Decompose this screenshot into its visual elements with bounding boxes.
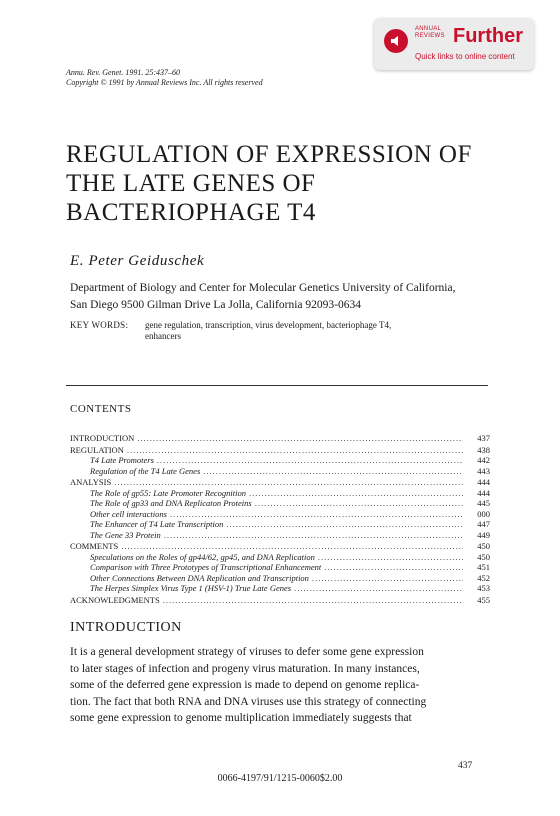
- toc-entry[interactable]: [70, 562, 490, 573]
- body-paragraph: [70, 644, 492, 727]
- toc-entry[interactable]: [70, 595, 490, 606]
- affiliation: [70, 280, 500, 314]
- divider: [66, 385, 488, 386]
- toc-entry-page: 451: [477, 562, 490, 572]
- body-line: It is a general development strategy of viruses to defer some gene expression: [70, 646, 424, 658]
- toc-entry-title: Other Connections Between DNA Replication and Transcription: [90, 572, 309, 583]
- toc-entry-page: 450: [477, 541, 490, 551]
- page-number: 437: [458, 761, 473, 771]
- body-line: to later stages of infection and progeny virus maturation. In many instances,: [70, 662, 420, 675]
- toc-leader-dots: [312, 573, 463, 584]
- toc-entry[interactable]: [70, 552, 490, 563]
- toc-entry-page: 445: [477, 498, 490, 508]
- toc-entry-page: 452: [477, 572, 490, 583]
- table-of-contents: [70, 433, 490, 605]
- title-line: THE LATE GENES OF: [66, 170, 316, 197]
- toc-leader-dots: [226, 519, 463, 530]
- toc-leader-dots: [163, 595, 463, 606]
- brand-line-1: ANNUAL: [415, 26, 442, 32]
- toc-entry-title: The Enhancer of T4 Late Transcription: [90, 519, 224, 529]
- author-name: E. Peter Geiduschek: [70, 253, 205, 269]
- toc-leader-dots: [127, 445, 463, 456]
- toc-entry-page: 450: [477, 551, 490, 562]
- toc-entry-title: REGULATION: [70, 444, 124, 455]
- toc-leader-dots: [137, 433, 463, 444]
- affiliation-line: Department of Biology and Center for Molecular Genetics University of California,: [70, 282, 456, 294]
- toc-entry-title: Speculations on the Roles of gp44/62, gp45, and DNA Replication: [90, 551, 315, 562]
- toc-leader-dots: [114, 477, 463, 488]
- toc-entry[interactable]: [70, 519, 490, 530]
- toc-entry-title: Comparison with Three Prototypes of Transcriptional Enhancement: [90, 562, 322, 572]
- citation-block: [66, 68, 263, 88]
- toc-entry-title: The Herpes Simplex Virus Type 1 (HSV-1) True Late Genes: [90, 583, 292, 593]
- toc-leader-dots: [157, 455, 463, 466]
- section-heading: INTRODUCTION: [70, 620, 182, 635]
- toc-leader-dots: [164, 530, 463, 541]
- contents-heading: CONTENTS: [70, 403, 132, 415]
- toc-leader-dots: [318, 552, 463, 563]
- further-banner[interactable]: [374, 18, 534, 70]
- toc-entry[interactable]: [70, 488, 490, 499]
- toc-entry-title: COMMENTS: [70, 541, 119, 551]
- toc-entry[interactable]: [70, 541, 490, 552]
- further-wordmark: Further: [453, 25, 523, 47]
- toc-entry-page: 000: [477, 508, 490, 519]
- toc-entry-page: 453: [477, 583, 490, 593]
- toc-entry-title: The Role of gp33 and DNA Replicaton Proteins: [90, 498, 252, 508]
- annual-reviews-wordmark: [415, 26, 445, 40]
- toc-entry-title: ANALYSIS: [70, 477, 112, 487]
- body-line: tion. The fact that both RNA and DNA viruses use this strategy of connecting: [70, 695, 427, 708]
- body-line: some of the deferred gene expression is made to depend on genome replica-: [70, 679, 420, 691]
- toc-entry[interactable]: [70, 509, 490, 520]
- toc-entry-page: 444: [477, 477, 490, 487]
- toc-entry-title: Other cell interactions: [90, 508, 167, 519]
- toc-entry[interactable]: [70, 573, 490, 584]
- copyright: Copyright © 1991 by Annual Reviews Inc. All rights reserved: [66, 78, 263, 87]
- toc-leader-dots: [324, 562, 463, 573]
- brand-line-2: REVIEWS: [415, 33, 445, 39]
- toc-leader-dots: [249, 488, 463, 499]
- toc-entry-page: 444: [477, 487, 490, 498]
- keywords-line: enhancers: [145, 331, 181, 341]
- toc-entry-page: 449: [477, 529, 490, 540]
- keywords-line: gene regulation, transcription, virus development, bacteriophage T4,: [145, 320, 392, 330]
- toc-entry-title: T4 Late Promoters: [90, 455, 154, 465]
- toc-entry-title: Regulation of the T4 Late Genes: [90, 465, 201, 476]
- keywords-label: KEY WORDS:: [70, 320, 129, 330]
- toc-entry-page: 437: [477, 433, 490, 443]
- citation: Annu. Rev. Genet. 1991. 25:437–60: [66, 68, 181, 77]
- toc-entry[interactable]: [70, 530, 490, 541]
- toc-entry-page: 447: [477, 519, 490, 529]
- toc-entry-title: The Role of gp55: Late Promoter Recognition: [90, 487, 246, 498]
- toc-entry[interactable]: [70, 433, 490, 444]
- toc-leader-dots: [121, 541, 463, 552]
- toc-entry[interactable]: [70, 445, 490, 456]
- toc-entry-title: The Gene 33 Protein: [90, 529, 161, 540]
- toc-entry-page: 438: [477, 444, 490, 455]
- banner-subtitle: Quick links to online content: [415, 52, 515, 61]
- body-line: some gene expression to genome multiplication immediately suggests that: [70, 712, 412, 724]
- speaker-icon: [384, 29, 408, 53]
- toc-leader-dots: [203, 466, 463, 477]
- toc-leader-dots: [170, 509, 463, 520]
- footer-code: 0066-4197/91/1215-0060$2.00: [217, 773, 343, 784]
- keywords-text: [145, 320, 505, 342]
- toc-entry-page: 442: [477, 455, 490, 465]
- title-line: BACTERIOPHAGE T4: [66, 199, 316, 226]
- toc-entry[interactable]: [70, 498, 490, 509]
- toc-entry-title: ACKNOWLEDGMENTS: [70, 594, 160, 605]
- toc-entry[interactable]: [70, 583, 490, 594]
- title-line: REGULATION OF EXPRESSION OF: [66, 141, 472, 168]
- toc-entry-page: 455: [477, 594, 490, 605]
- toc-entry-page: 443: [477, 465, 490, 476]
- toc-leader-dots: [255, 498, 463, 509]
- toc-entry[interactable]: [70, 455, 490, 466]
- toc-leader-dots: [294, 583, 463, 594]
- toc-entry[interactable]: [70, 466, 490, 477]
- affiliation-line: San Diego 9500 Gilman Drive La Jolla, California 92093-0634: [70, 299, 361, 311]
- article-title: [66, 140, 506, 227]
- toc-entry[interactable]: [70, 477, 490, 488]
- toc-entry-title: INTRODUCTION: [70, 433, 135, 443]
